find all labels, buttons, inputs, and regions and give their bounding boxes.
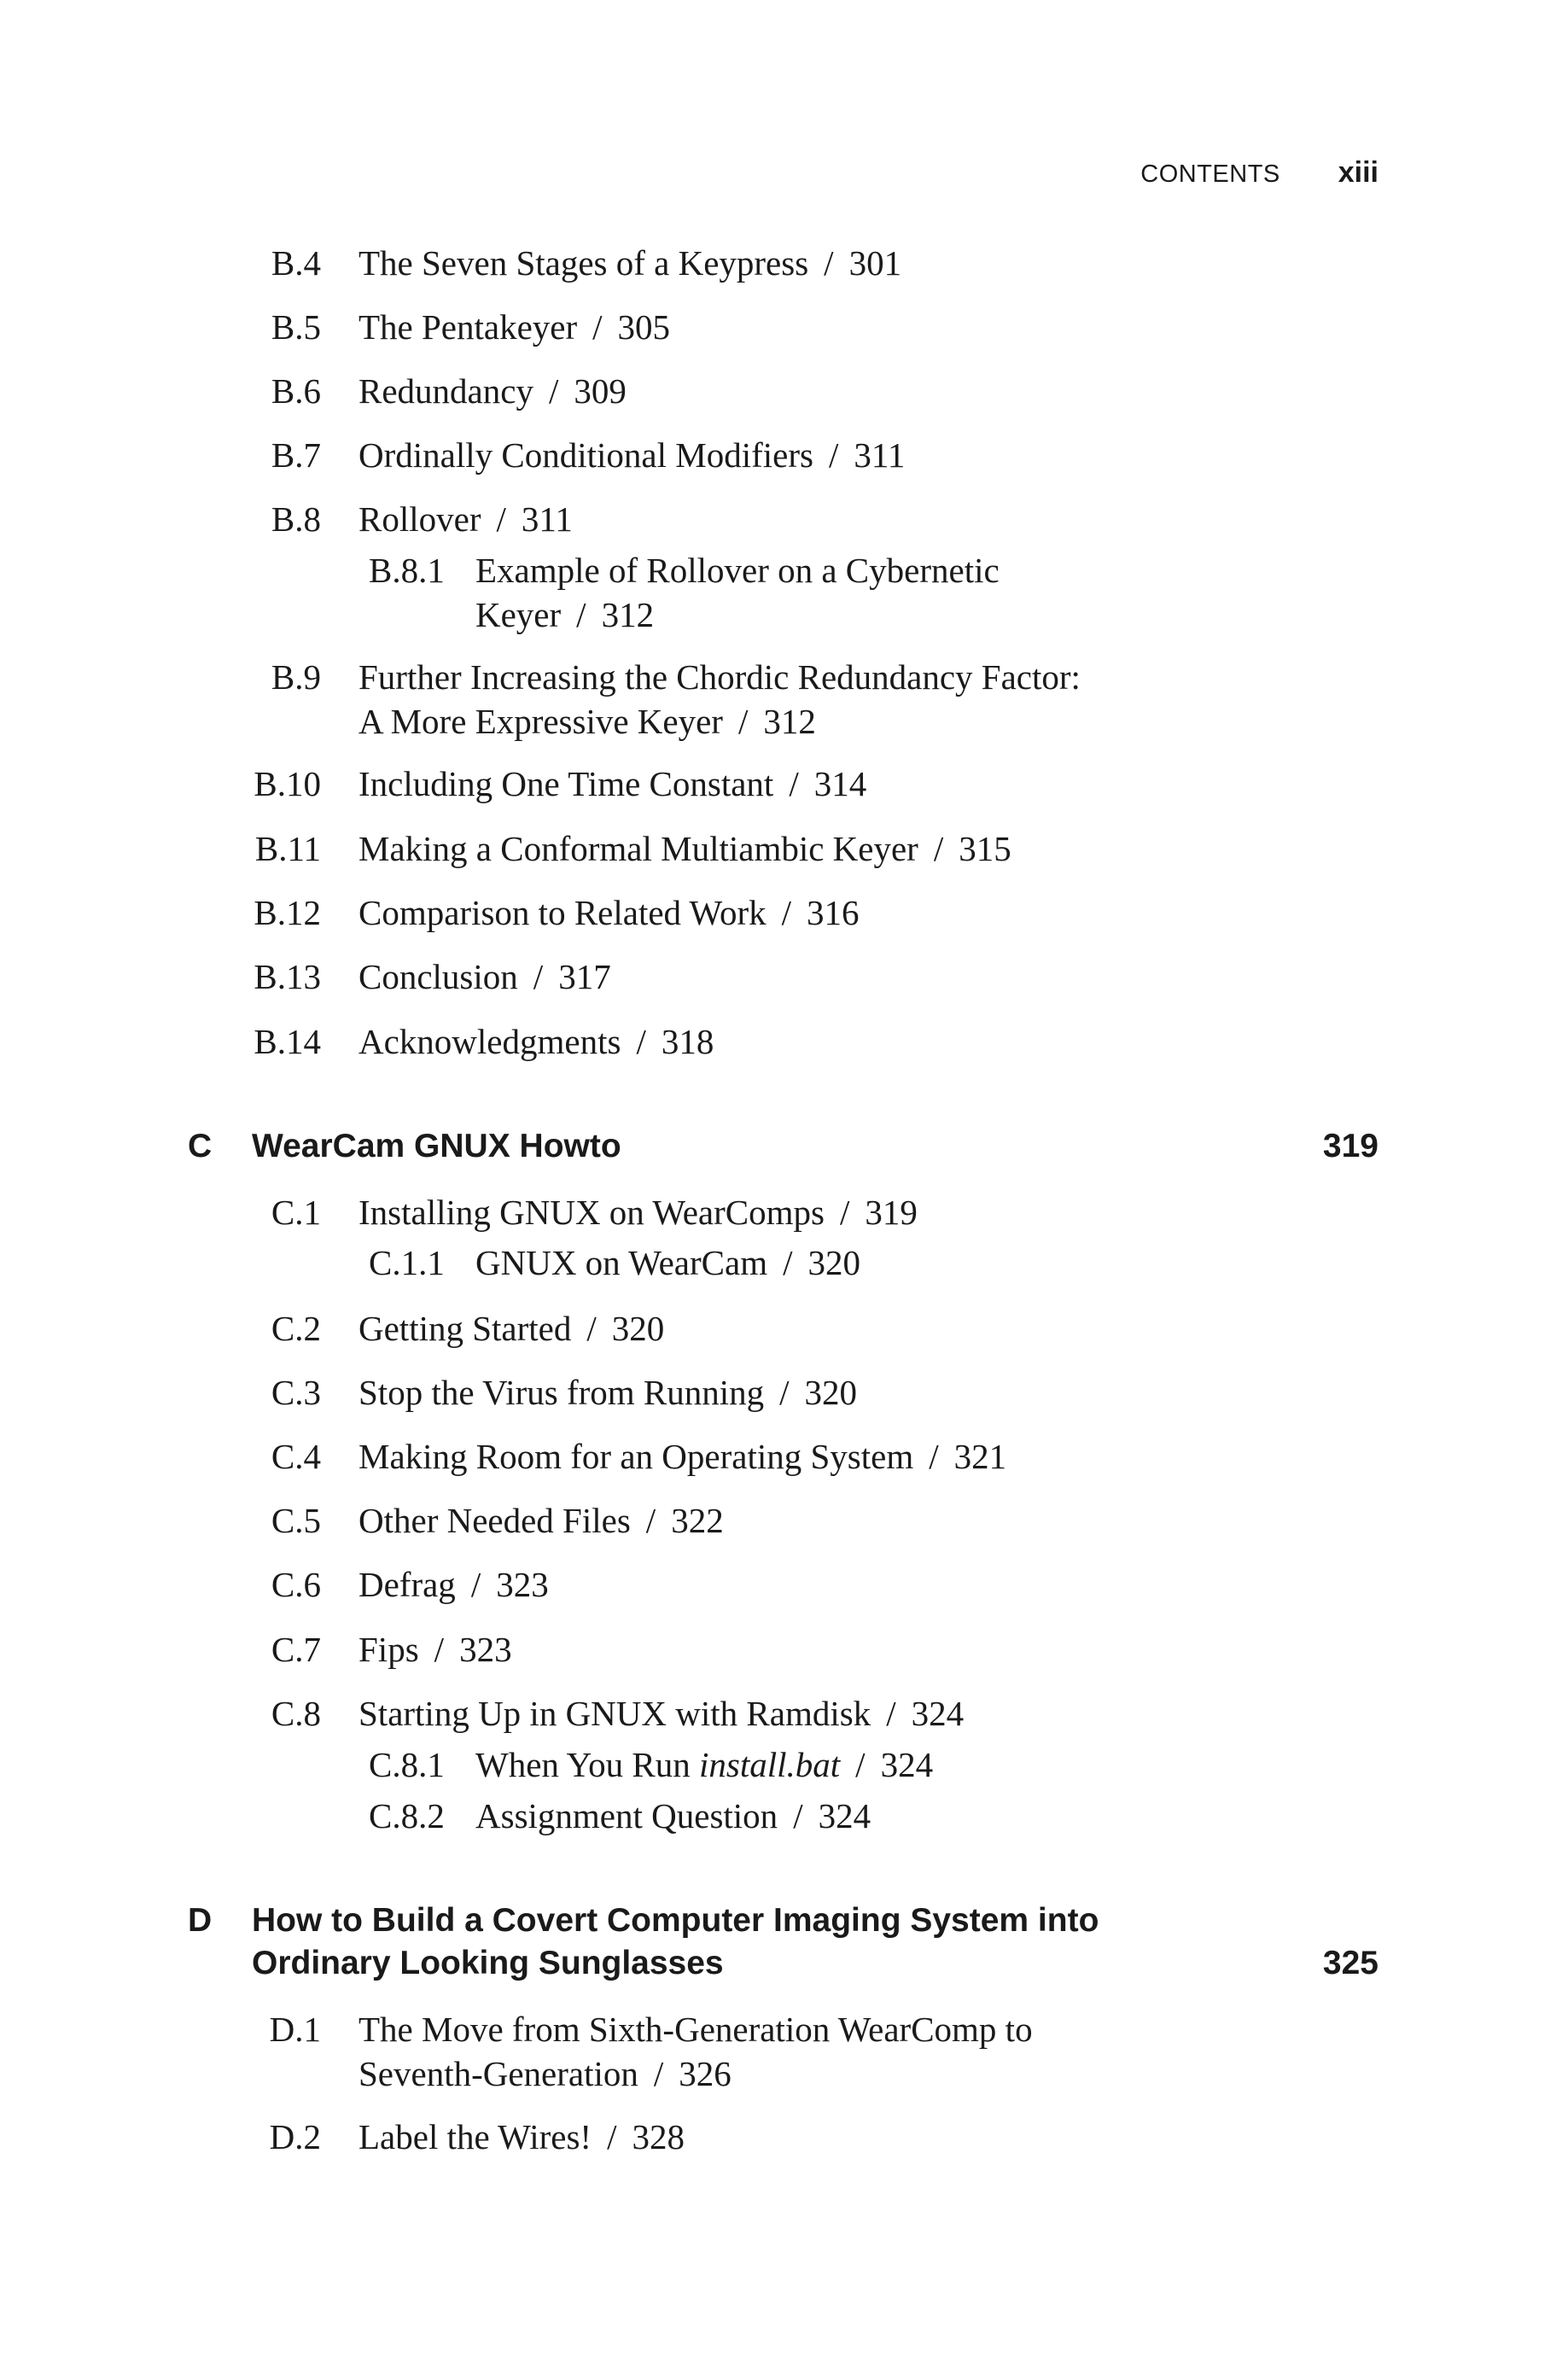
separator: / — [548, 371, 559, 411]
section-title-line — [358, 433, 905, 477]
page-number: 321 — [953, 1437, 1007, 1476]
section-number: B.9 — [271, 657, 321, 697]
section-title-line — [475, 1742, 933, 1787]
page-number: 315 — [959, 829, 1011, 868]
section-title-line — [358, 1691, 964, 1736]
chapter-letter: D — [188, 1902, 213, 1939]
page-number: 316 — [807, 893, 860, 932]
section-title-continued: A More Expressive Keyer — [358, 702, 723, 741]
page-number: 317 — [558, 957, 611, 996]
page-number: 305 — [617, 307, 671, 347]
separator: / — [824, 243, 834, 283]
chapter-title-line-1: How to Build a Covert Computer Imaging System into — [252, 1902, 1099, 1939]
section-title-line — [358, 1370, 857, 1415]
section-title: Acknowledgments — [358, 1022, 621, 1061]
chapter-title: WearCam GNUX Howto — [252, 1128, 621, 1164]
section-number: B.5 — [271, 307, 321, 347]
chapter-title-line-2: Ordinary Looking Sunglasses — [252, 1945, 724, 1981]
section-number: B.4 — [271, 243, 321, 283]
page-number: 320 — [611, 1309, 665, 1348]
section-number: B.10 — [254, 764, 321, 803]
section-title-line — [358, 241, 901, 285]
chapter-letter: C — [188, 1128, 213, 1164]
section-title: The Pentakeyer — [358, 307, 578, 347]
section-number: C.4 — [271, 1437, 321, 1476]
page-number: 311 — [521, 499, 573, 539]
section-title: Making a Conformal Multiambic Keyer — [358, 829, 918, 868]
section-number: B.8.1 — [369, 551, 445, 590]
section-number: C.8.2 — [369, 1796, 445, 1835]
section-title: Getting Started — [358, 1309, 572, 1348]
section-title: Conclusion — [358, 957, 518, 996]
section-number: B.6 — [271, 371, 321, 411]
page-number: 319 — [865, 1193, 918, 1232]
section-title: Defrag — [358, 1565, 456, 1604]
section-title: Stop the Virus from Running — [358, 1373, 765, 1412]
page-number: 328 — [632, 2117, 685, 2156]
page-number: 320 — [804, 1373, 858, 1412]
page-number: 324 — [818, 1796, 871, 1835]
section-title: Making Room for an Operating System — [358, 1437, 914, 1476]
section-number: B.8 — [271, 499, 321, 539]
section-title-line-1: Example of Rollover on a Cybernetic — [475, 551, 1000, 590]
separator: / — [855, 1745, 866, 1784]
chapter-page-number: 319 — [1322, 1128, 1379, 1164]
page-number: 324 — [880, 1745, 934, 1784]
section-number: D.1 — [269, 2010, 321, 2049]
separator: / — [828, 435, 839, 475]
separator: / — [607, 2117, 617, 2156]
page-number: 312 — [763, 702, 816, 741]
section-title-line — [358, 826, 1011, 871]
running-head — [1140, 156, 1379, 190]
separator: / — [779, 1373, 790, 1412]
page-number: 301 — [848, 243, 902, 283]
page-number: 311 — [854, 435, 906, 475]
section-title-line — [358, 2007, 1033, 2093]
separator: / — [933, 829, 944, 868]
section-title-line — [358, 954, 611, 999]
section-number: C.3 — [271, 1373, 321, 1412]
section-title-line-1: The Move from Sixth-Generation WearComp to — [358, 2010, 1033, 2049]
running-head-label: CONTENTS — [1140, 160, 1280, 188]
section-number: B.7 — [271, 435, 321, 475]
separator: / — [586, 1309, 597, 1348]
section-number: B.12 — [254, 893, 321, 932]
separator: / — [783, 1243, 793, 1282]
section-title-line — [358, 1498, 724, 1543]
separator: / — [470, 1565, 481, 1604]
section-number: B.11 — [254, 829, 321, 868]
section-title: Label the Wires! — [358, 2117, 592, 2156]
separator: / — [839, 1193, 850, 1232]
section-title: Ordinally Conditional Modifiers — [358, 435, 813, 475]
section-title-line — [358, 2115, 685, 2159]
section-title-line — [358, 1434, 1006, 1479]
section-number: B.14 — [254, 1022, 321, 1061]
section-title: Other Needed Files — [358, 1501, 631, 1540]
page-number: 309 — [574, 371, 627, 411]
section-title-line — [358, 1306, 664, 1351]
separator: / — [645, 1501, 656, 1540]
section-title: Comparison to Related Work — [358, 893, 767, 932]
section-title-line — [358, 1190, 918, 1234]
separator: / — [576, 595, 586, 634]
section-title-line — [358, 655, 1081, 741]
section-title-line — [358, 890, 860, 935]
section-title: Assignment Question — [475, 1796, 778, 1835]
page-number: 324 — [911, 1694, 965, 1733]
section-title-line — [358, 1627, 512, 1672]
separator: / — [789, 764, 799, 803]
chapter-page-number: 325 — [1322, 1945, 1379, 1981]
page-number: 314 — [813, 764, 867, 803]
section-title-line — [358, 497, 573, 541]
separator: / — [592, 307, 603, 347]
section-number: B.13 — [254, 957, 321, 996]
separator: / — [737, 702, 749, 741]
running-head-page-number: xiii — [1338, 156, 1379, 189]
section-title: Starting Up in GNUX with Ramdisk — [358, 1694, 871, 1733]
section-title-prefix: When You Run — [475, 1745, 691, 1784]
separator: / — [533, 957, 544, 996]
section-title-line-2 — [475, 592, 654, 637]
separator: / — [653, 2054, 664, 2093]
separator: / — [434, 1630, 445, 1669]
section-title-line — [475, 1240, 860, 1285]
section-title: Installing GNUX on WearComps — [358, 1193, 825, 1232]
section-title-line — [358, 761, 866, 806]
section-number: D.2 — [269, 2117, 321, 2156]
section-number: C.1.1 — [369, 1243, 445, 1282]
page-number: 312 — [601, 595, 655, 634]
section-number: C.6 — [271, 1565, 321, 1604]
section-title-line — [358, 305, 670, 349]
section-title: Including One Time Constant — [358, 764, 774, 803]
section-number: C.8.1 — [369, 1745, 445, 1784]
page-number: 318 — [661, 1022, 714, 1061]
section-number: C.7 — [271, 1630, 321, 1669]
section-title-continued: Keyer — [475, 595, 562, 634]
separator: / — [886, 1694, 896, 1733]
separator: / — [929, 1437, 939, 1476]
section-title: Rollover — [358, 499, 481, 539]
section-number: C.5 — [271, 1501, 321, 1540]
section-number: C.1 — [271, 1193, 321, 1232]
section-title-line-1: Further Increasing the Chordic Redundancy Factor: — [358, 657, 1081, 697]
section-title-line-2 — [358, 2051, 732, 2096]
section-title-italic: install.bat — [698, 1745, 841, 1784]
section-title: Fips — [358, 1630, 419, 1669]
page-number: 326 — [679, 2054, 732, 2093]
separator: / — [496, 499, 506, 539]
separator: / — [793, 1796, 803, 1835]
section-title: The Seven Stages of a Keypress — [358, 243, 809, 283]
page-number: 323 — [459, 1630, 512, 1669]
section-number: C.8 — [271, 1694, 321, 1733]
section-number: C.2 — [271, 1309, 321, 1348]
separator: / — [636, 1022, 646, 1061]
section-title: Redundancy — [358, 371, 533, 411]
section-title-line — [475, 1794, 871, 1838]
page-number: 322 — [671, 1501, 724, 1540]
section-title-line — [358, 369, 627, 413]
section-title-line-2 — [358, 699, 816, 744]
section-title: GNUX on WearCam — [475, 1243, 768, 1282]
page-number: 320 — [807, 1243, 860, 1282]
page-number: 323 — [496, 1565, 549, 1604]
section-title-continued: Seventh-Generation — [358, 2054, 638, 2093]
section-title-line — [358, 1562, 549, 1607]
section-title-line — [475, 548, 1000, 634]
separator: / — [781, 893, 792, 932]
section-title-line — [358, 1019, 714, 1064]
